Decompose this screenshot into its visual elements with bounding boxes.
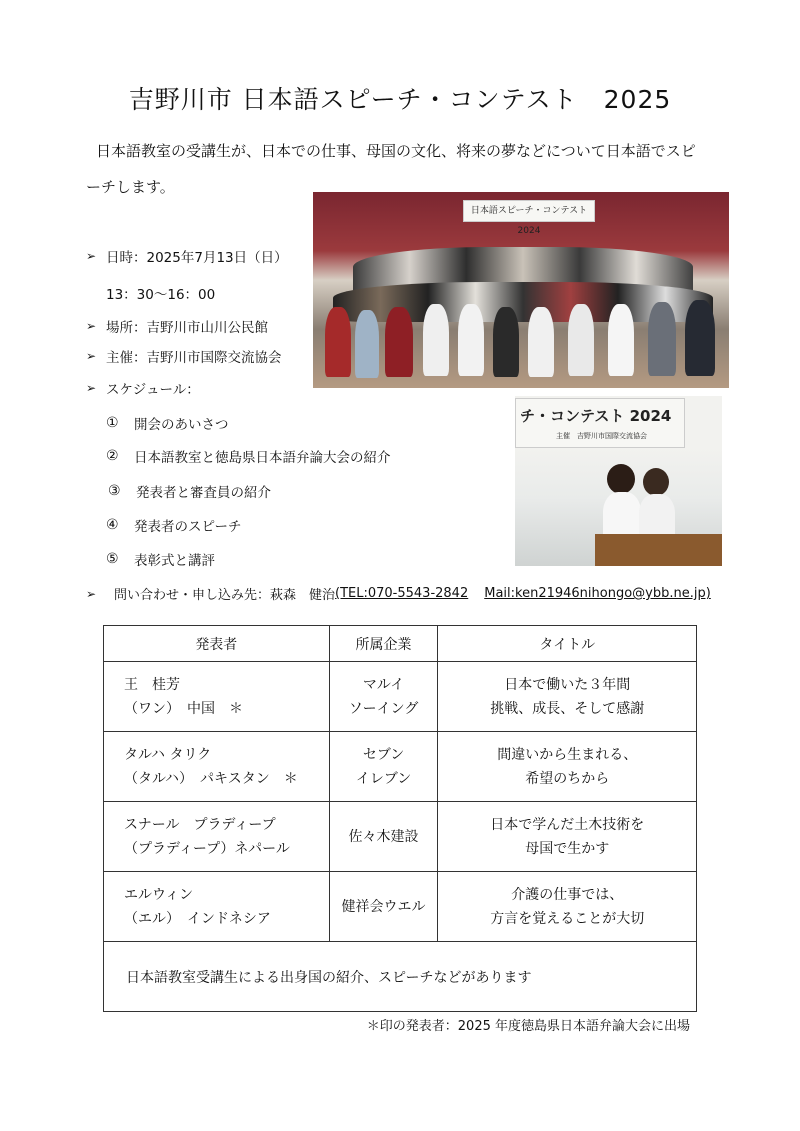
group-photo [313, 192, 729, 388]
title-cell: 日本で働いた３年間 挑戦、成長、そして感謝 [438, 662, 697, 732]
footnote: ＊印の発表者：2025 年度徳島県日本語弁論大会に出場 [366, 1019, 690, 1034]
arrow-bullet-icon: ➢ [86, 381, 97, 395]
organizer-item [86, 346, 282, 366]
arrow-bullet-icon: ➢ [86, 349, 97, 363]
attendee [528, 307, 554, 377]
organizer-text: 主催：吉野川市国際交流協会 [106, 350, 282, 366]
schedule-label-item [86, 378, 200, 398]
header-company: 所属企業 [329, 626, 438, 662]
company-cell: セブン イレブン [329, 732, 438, 802]
schedule-label: スケジュール： [106, 382, 200, 398]
table-header-row [104, 626, 697, 662]
intro-line-2: ーチします。 [86, 178, 175, 196]
title-cell: 日本で学んだ土木技術を 母国で生かす [438, 802, 697, 872]
table-row [104, 802, 697, 872]
company-cell: 佐々木建設 [329, 802, 438, 872]
attendee [685, 300, 715, 376]
table-row [104, 662, 697, 732]
page-title: 吉野川市 日本語スピーチ・コンテスト 2025 [128, 85, 672, 114]
table-row [104, 872, 697, 942]
attendee [385, 307, 413, 377]
schedule-item: ① 開会のあいさつ [106, 415, 229, 433]
speaker-head [643, 468, 669, 496]
stage-photo-banner [515, 398, 685, 448]
company-cell: 健祥会ウエル [329, 872, 438, 942]
title-cell: 間違いから生まれる、 希望のちから [438, 732, 697, 802]
speakers-table [103, 625, 697, 1012]
schedule-item: ② 日本語教室と徳島県日本語弁論大会の紹介 [106, 448, 391, 466]
intro-line-1: 日本語教室の受講生が、日本での仕事、母国の文化、将来の夢などについて日本語でスピ [96, 142, 696, 160]
company-cell: マルイ ソーイング [329, 662, 438, 732]
contact-item [86, 584, 711, 603]
attendee [648, 302, 676, 376]
venue-item [86, 316, 268, 336]
attendee [608, 304, 634, 376]
arrow-bullet-icon: ➢ [86, 586, 97, 601]
stage-banner-sub: 主催 吉野川市国際交流協会 [556, 432, 647, 440]
contact-tel-link[interactable]: (TEL:070-5543-2842 [335, 586, 469, 601]
speaker-cell: 王 桂芳 （ワン） 中国 ＊ [104, 662, 330, 732]
podium [595, 534, 722, 566]
contact-mail-link[interactable]: Mail:ken21946nihongo@ybb.ne.jp) [484, 586, 711, 601]
attendee [423, 304, 449, 376]
date-text: 日時：2025年7月13日（日） [106, 250, 288, 266]
speaker-cell: エルウィン （エル） インドネシア [104, 872, 330, 942]
attendee [458, 304, 484, 376]
attendee [568, 304, 594, 376]
arrow-bullet-icon: ➢ [86, 319, 97, 333]
speaker-cell: スナール プラディープ （プラディープ）ネパール [104, 802, 330, 872]
stage-banner-title: チ・コンテスト 2024 [520, 407, 672, 425]
arrow-bullet-icon: ➢ [86, 249, 97, 263]
contact-label: 問い合わせ・申し込み先：萩森 健治 [114, 588, 336, 603]
speaker-head [607, 464, 635, 494]
attendee [325, 307, 351, 377]
schedule-item: ⑤ 表彰式と講評 [106, 551, 215, 569]
stage-photo [515, 396, 722, 566]
speaker-cell: タルハ タリク （タルハ） パキスタン ＊ [104, 732, 330, 802]
time-text: 13：30～16：00 [106, 287, 216, 303]
attendee [493, 307, 519, 377]
title-cell: 介護の仕事では、 方言を覚えることが大切 [438, 872, 697, 942]
table-note-row [104, 942, 697, 1012]
schedule-item: ③ 発表者と審査員の紹介 [108, 483, 271, 501]
venue-text: 場所：吉野川市山川公民館 [106, 320, 268, 336]
table-row [104, 732, 697, 802]
date-item [86, 246, 288, 266]
attendee [355, 310, 379, 378]
header-title: タイトル [438, 626, 697, 662]
table-note: 日本語教室受講生による出身国の紹介、スピーチなどがあります [104, 942, 697, 1012]
schedule-item: ④ 発表者のスピーチ [106, 517, 242, 535]
header-speaker: 発表者 [104, 626, 330, 662]
group-photo-banner: 日本語スピーチ・コンテスト 2024 [463, 200, 595, 222]
